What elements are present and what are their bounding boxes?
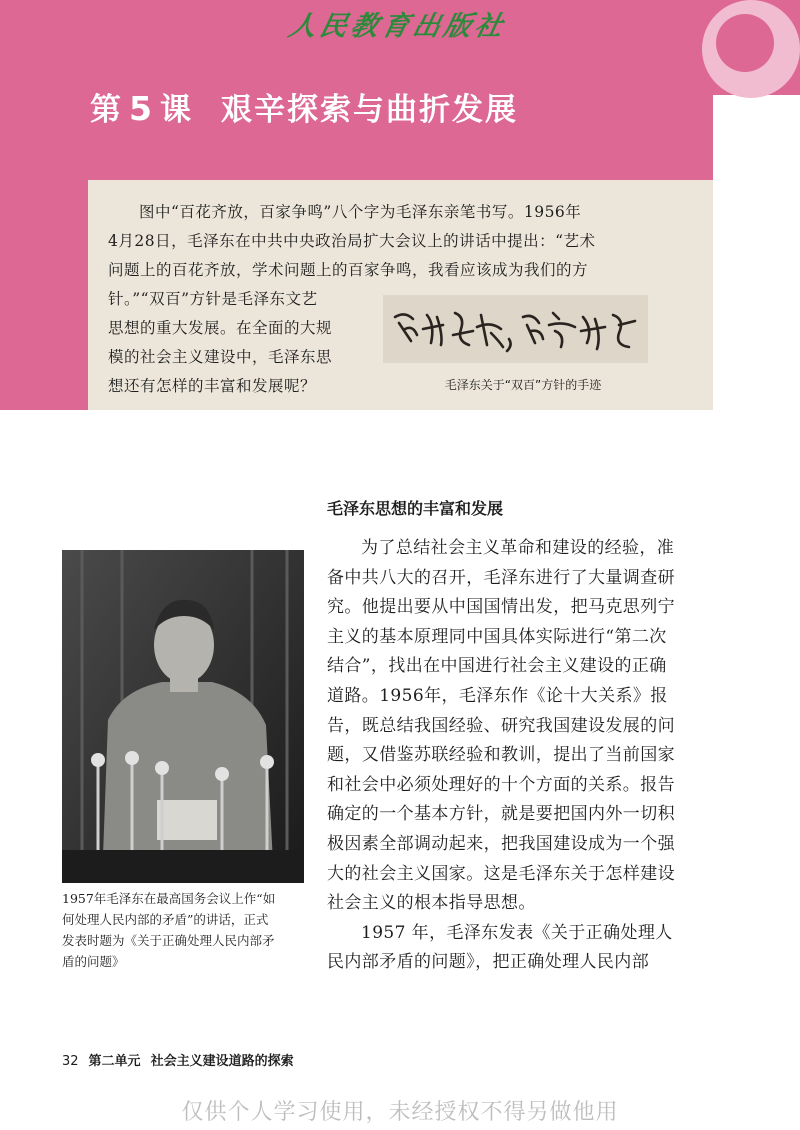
body-line: 备中共八大的召开，毛泽东进行了大量调查研 <box>327 567 675 588</box>
body-line: 道路。1956年，毛泽东作《论十大关系》报 <box>327 685 668 706</box>
photo-caption-line: 盾的问题》 <box>62 954 125 969</box>
watermark-notice: 仅供个人学习使用，未经授权不得另做他用 <box>181 1100 619 1125</box>
section-body <box>327 534 707 978</box>
body-line: 极因素全部调动起来，把我国建设成为一个强 <box>327 833 675 854</box>
intro-line: 模的社会主义建设中，毛泽东思 <box>108 348 333 366</box>
calligraphy-caption: 毛泽东关于“双百”方针的手迹 <box>444 378 602 392</box>
body-line: 为了总结社会主义革命和建设的经验，准 <box>361 538 675 558</box>
lesson-number: 5 <box>129 89 154 128</box>
lesson-title <box>90 84 518 132</box>
body-line: 告，既总结我国经验、研究我国建设发展的问 <box>327 715 675 736</box>
body-line: 主义的基本原理同中国具体实际进行“第二次 <box>327 626 667 647</box>
intro-line: 图中“百花齐放，百家争鸣”八个字为毛泽东亲笔书写。1956年 <box>139 203 582 221</box>
body-line: 社会主义的根本指导思想。 <box>327 893 536 914</box>
speaker-photo-illustration <box>62 550 304 883</box>
photo-caption-line: 何处理人民内部的矛盾”的讲话，正式 <box>62 912 269 927</box>
body-line: 民内部矛盾的问题》，把正确处理人民内部 <box>327 952 650 973</box>
lesson-name: 艰辛探索与曲折发展 <box>220 92 518 128</box>
historical-photo <box>62 550 304 883</box>
footer-unit: 第二单元 <box>88 1054 141 1069</box>
photo-caption-line: 1957年毛泽东在最高国务会议上作“如 <box>62 891 276 906</box>
body-line: 确定的一个基本方针，就是要把国内外一切积 <box>327 804 675 825</box>
intro-line: 思想的重大发展。在全面的大规 <box>108 319 333 337</box>
publisher-logo: 人民教育出版社 <box>285 11 510 42</box>
intro-line: 问题上的百花齐放，学术问题上的百家争鸣，我看应该成为我们的方 <box>108 261 589 279</box>
page-number: 32 <box>62 1054 79 1069</box>
corner-circle-decoration <box>702 0 800 98</box>
footer-section-title: 社会主义建设道路的探索 <box>150 1054 294 1069</box>
body-line: 大的社会主义国家。这是毛泽东关于怎样建设 <box>327 863 675 884</box>
photo-caption <box>62 888 312 972</box>
body-line: 题，又借鉴苏联经验和教训，提出了当前国家 <box>327 745 675 766</box>
intro-line: 想还有怎样的丰富和发展呢？ <box>108 377 317 395</box>
section-heading: 毛泽东思想的丰富和发展 <box>327 499 504 518</box>
lesson-suffix: 课 <box>159 92 193 128</box>
body-line: 究。他提出要从中国国情出发，把马克思列宁 <box>327 597 675 618</box>
intro-line: 针。”“双百”方针是毛泽东文艺 <box>108 290 318 308</box>
photo-caption-line: 发表时题为《关于正确处理人民内部矛 <box>62 933 275 948</box>
lesson-prefix: 第 <box>90 92 123 128</box>
body-line: 结合”，找出在中国进行社会主义建设的正确 <box>327 656 667 677</box>
intro-paragraph <box>108 198 698 285</box>
calligraphy-handwriting <box>383 295 648 363</box>
intro-paragraph-continued <box>108 285 378 401</box>
body-line: 1957 年，毛泽东发表《关于正确处理人 <box>361 922 673 943</box>
intro-line: 4月28日，毛泽东在中共中央政治局扩大会议上的讲话中提出：“艺术 <box>108 232 596 250</box>
calligraphy-image <box>383 295 648 363</box>
page-footer <box>62 1050 294 1069</box>
intro-box <box>88 180 713 410</box>
body-line: 和社会中必须处理好的十个方面的关系。报告 <box>327 774 675 795</box>
